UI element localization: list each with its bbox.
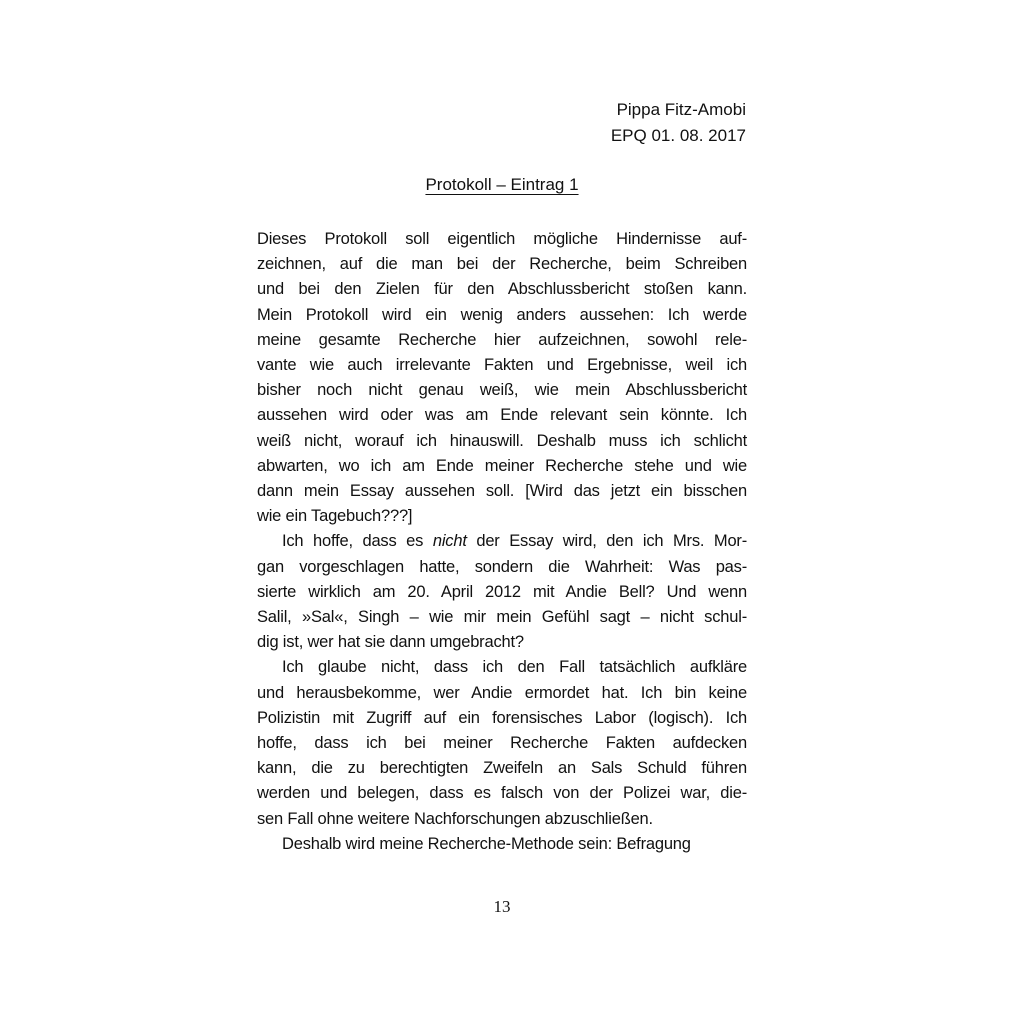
text-line: zeichnen, auf die man bei der Recherche, beim Schreiben <box>257 255 747 274</box>
text-line: gan vorgeschlagen hatte, sondern die Wahrheit: Was pas- <box>257 557 747 576</box>
text-line: dig ist, wer hat sie dann umgebracht? <box>257 633 524 652</box>
date-line: EPQ 01. 08. 2017 <box>610 126 746 145</box>
text-line: sen Fall ohne weitere Nachforschungen abzuschließen. <box>257 809 653 828</box>
entry-title: Protokoll – Eintrag 1 <box>425 175 579 194</box>
text-line: bisher noch nicht genau weiß, wie mein Abschlussbericht <box>257 381 747 400</box>
text-line: werden und belegen, dass es falsch von der Polizei war, die- <box>257 784 747 803</box>
text-line: und bei den Zielen für den Abschlussbericht stoßen kann. <box>257 280 747 299</box>
text-line: Polizistin mit Zugriff auf ein forensisches Labor (logisch). Ich <box>257 708 747 727</box>
text-line: Deshalb wird meine Recherche-Methode sein: Befragung <box>282 834 691 853</box>
text-line: dann mein Essay aussehen soll. [Wird das jetzt ein bisschen <box>257 482 747 501</box>
text-line: abwarten, wo ich am Ende meiner Recherche stehe und wie <box>257 456 747 475</box>
text-line: meine gesamte Recherche hier aufzeichnen, sowohl rele- <box>257 330 747 349</box>
text-line: wie ein Tagebuch???] <box>257 507 413 526</box>
text-line: Ich hoffe, dass es nicht der Essay wird, den ich Mrs. Mor- <box>282 532 748 551</box>
body-text <box>257 227 747 857</box>
text-line: hoffe, dass ich bei meiner Recherche Fakten aufdecken <box>257 734 747 753</box>
page-header <box>611 97 746 149</box>
text-line: vante wie auch irrelevante Fakten und Ergebnisse, weil ich <box>257 356 747 375</box>
text-line: Mein Protokoll wird ein wenig anders aussehen: Ich werde <box>257 305 747 324</box>
author-name: Pippa Fitz-Amobi <box>616 100 746 119</box>
text-line: aussehen wird oder was am Ende relevant sein könnte. Ich <box>257 406 747 425</box>
text-line: kann, die zu berechtigten Zweifeln an Sals Schuld führen <box>257 759 747 778</box>
text-line: und herausbekomme, wer Andie ermordet hat. Ich bin keine <box>257 683 747 702</box>
text-line: Salil, »Sal«, Singh – wie mir mein Gefühl sagt – nicht schul- <box>257 608 747 627</box>
page-number: 13 <box>493 897 511 916</box>
text-line: Dieses Protokoll soll eigentlich mögliche Hindernisse auf- <box>257 230 747 248</box>
text-line: weiß nicht, worauf ich hinauswill. Deshalb muss ich schlicht <box>257 431 747 450</box>
text-line: Ich glaube nicht, dass ich den Fall tatsächlich aufkläre <box>282 658 747 677</box>
text-line: sierte wirklich am 20. April 2012 mit Andie Bell? Und wenn <box>257 582 747 601</box>
